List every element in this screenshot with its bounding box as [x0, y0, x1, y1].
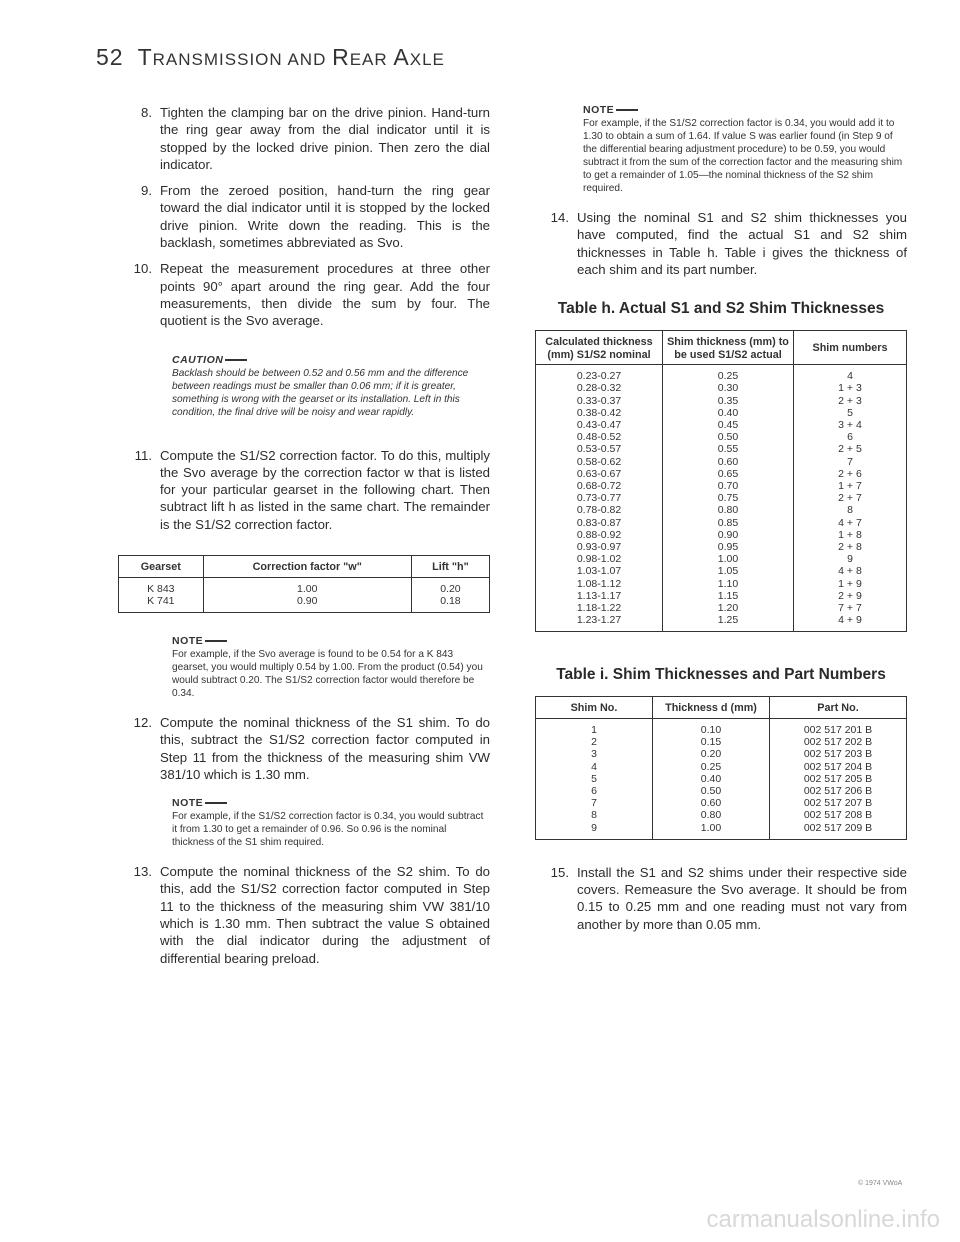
table-row: 3 0.20 002 517 203 B	[536, 748, 907, 760]
table-row: 0.93-0.97 0.95 2 + 8	[536, 541, 907, 553]
table-row: 0.88-0.92 0.90 1 + 8	[536, 529, 907, 541]
table-row: 5 0.40 002 517 205 B	[536, 773, 907, 785]
table-i	[535, 696, 907, 839]
note-s1-example: NOTE For example, if the S1/S2 correction factor is 0.34, you would subtract it from 1.30 to get a remainder of 0.96. So 0.96 is the nominal thickness of the S1 shim required.	[172, 797, 490, 849]
table-row: 1 0.10 002 517 201 B	[536, 718, 907, 736]
step-12: 12. Compute the nominal thickness of the S1 shim. To do this, subtract the S1/S2 correction factor computed in Step 11 from the thickness of the measuring shim VW 381/10 which is 1.30 mm.	[133, 714, 490, 782]
table-row: 9 1.00 002 517 209 B	[536, 822, 907, 840]
table-row: 0.98-1.02 1.00 9	[536, 553, 907, 565]
table-row: 1.23-1.27 1.25 4 + 9	[536, 614, 907, 632]
step-14: 14. Using the nominal S1 and S2 shim thicknesses you have computed, find the actual S1 and S2 shim thicknesses in Table h. Table i gives the thickness of each shim and its part number.	[550, 210, 907, 277]
table-row: 6 0.50 002 517 206 B	[536, 785, 907, 797]
table-row: 0.23-0.27 0.25 4	[536, 365, 907, 383]
left-column	[118, 104, 490, 976]
caution-text: Backlash should be between 0.52 and 0.56 mm and the difference between readings must be smaller than 0.06 mm; if it is greater, something is wrong with the gearset or its installation. Left in this condition, the final drive will be noisy and wear rapidly.	[172, 367, 469, 418]
copyright-notice: © 1974 VWoA	[858, 1180, 903, 1187]
table-row: 2 0.15 002 517 202 B	[536, 736, 907, 748]
gear-header-correction: Correction factor "w"	[203, 556, 411, 578]
table-row: 0.38-0.42 0.40 5	[536, 407, 907, 419]
page-number: 52	[96, 44, 124, 70]
note-gearset-example: NOTE For example, if the Svo average is found to be 0.54 for a K 843 gearset, you would multiply 0.54 by 1.00. From the product (0.54) you would subtract 0.20. The S1/S2 correction factor would therefore be 0.34.	[172, 635, 490, 700]
table-row: 0.43-0.47 0.45 3 + 4	[536, 419, 907, 431]
table-row: 7 0.60 002 517 207 B	[536, 797, 907, 809]
table-row: 0.28-0.32 0.30 1 + 3	[536, 382, 907, 394]
table-row: 4 0.25 002 517 204 B	[536, 761, 907, 773]
table-h-title: Table h. Actual S1 and S2 Shim Thicknesses	[557, 300, 885, 318]
step-8: 8. Tighten the clamping bar on the drive pinion. Hand-turn the ring gear away from the dial indicator until it is stopped by the locked drive pinion. Then zero the dial indicator.	[141, 105, 490, 172]
note-s2-example: NOTE For example, if the S1/S2 correction factor is 0.34, you would add it to 1.30 to obtain a sum of 1.64. If value S was earlier found (in Step 9 of the differential bearing adjustment procedure) to be 0.59, you would subtract it from the sum of the correction factor and the measuring shim to get a remainder of 1.05—the nominal thickness of the S2 shim required.	[583, 104, 907, 195]
table-row: 1.13-1.17 1.15 2 + 9	[536, 590, 907, 602]
table-row: K 843 1.00 0.20	[119, 577, 490, 595]
table-row: 0.78-0.82 0.80 8	[536, 504, 907, 516]
caution-title: CAUTION	[172, 354, 490, 367]
table-row: 0.73-0.77 0.75 2 + 7	[536, 492, 907, 504]
table-h-header-calculated: Calculated thickness (mm) S1/S2 nominal	[536, 331, 663, 365]
table-row: K 741 0.90 0.18	[119, 595, 490, 613]
step-10: 10. Repeat the measurement procedures at three other points 90° apart around the ring gear. Add the four measurements, then divide the sum by four. The quotient is the Svo average.	[133, 261, 490, 329]
step-11: 11. Compute the S1/S2 correction factor. To do this, multiply the Svo average by the correction factor w that is listed for your particular gearset in the following chart. Then subtract lift h as listed in the same chart. The remainder is the S1/S2 correction factor.	[134, 447, 490, 532]
step-9: 9. From the zeroed position, hand-turn the ring gear toward the dial indicator until it is stopped by the locked drive pinion. Write down the reading. This is the backlash, sometimes abbreviated as Svo.	[141, 183, 490, 251]
gear-header-gearset: Gearset	[119, 556, 204, 578]
caution-note	[172, 354, 490, 419]
table-row: 0.33-0.37 0.35 2 + 3	[536, 395, 907, 407]
table-row: 0.53-0.57 0.55 2 + 5	[536, 443, 907, 455]
table-row: 0.48-0.52 0.50 6	[536, 431, 907, 443]
table-row: 1.18-1.22 1.20 7 + 7	[536, 602, 907, 614]
table-h	[535, 330, 907, 632]
table-i-title: Table i. Shim Thicknesses and Part Numbers	[556, 666, 886, 684]
right-column	[535, 104, 907, 942]
step-13: 13. Compute the nominal thickness of the S2 shim. To do this, add the S1/S2 correction factor computed in Step 11 to the thickness of the measuring shim VW 381/10 which is 1.30 mm. Then subtract the value S obtained with the dial indicator during the adjustment of differential bearing preload.	[133, 864, 490, 966]
gear-header-lift: Lift "h"	[411, 556, 489, 578]
page-header: 52 TRANSMISSION AND REAR AXLE	[96, 44, 445, 70]
table-h-header-shim-numbers: Shim numbers	[794, 331, 907, 365]
table-row: 0.83-0.87 0.85 4 + 7	[536, 517, 907, 529]
table-row: 0.63-0.67 0.65 2 + 6	[536, 468, 907, 480]
table-row: 1.08-1.12 1.10 1 + 9	[536, 578, 907, 590]
gearset-table	[118, 555, 490, 613]
table-row: 0.58-0.62 0.60 7	[536, 456, 907, 468]
table-row: 0.68-0.72 0.70 1 + 7	[536, 480, 907, 492]
table-i-header-shim-no: Shim No.	[536, 697, 653, 719]
watermark: carmanualsonline.info	[706, 1206, 940, 1233]
table-row: 1.03-1.07 1.05 4 + 8	[536, 565, 907, 577]
table-i-header-part-no: Part No.	[770, 697, 907, 719]
step-15: 15. Install the S1 and S2 shims under their respective side covers. Remeasure the Svo average. It should be from 0.15 to 0.25 mm and one reading must not vary from another by more than 0.05 mm.	[550, 864, 907, 932]
table-row: 8 0.80 002 517 208 B	[536, 809, 907, 821]
table-i-header-thickness: Thickness d (mm)	[653, 697, 770, 719]
table-h-header-shim-thickness: Shim thickness (mm) to be used S1/S2 actual	[663, 331, 794, 365]
